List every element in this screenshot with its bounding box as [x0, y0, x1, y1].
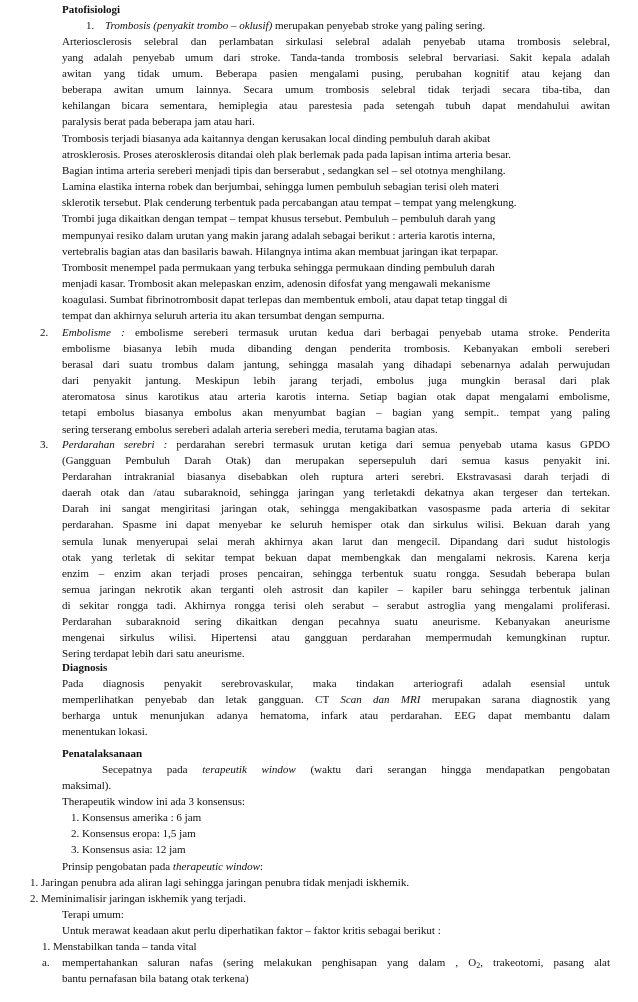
text-line: Arteriosclerosis selebral dan perlambatan sirkulasi selebral adalah penyebab utama trombosis selebral,	[62, 36, 610, 48]
text-line: otak yang terletak di sekitar tempat bekuan dapat membengkak dan mengalami nekrosis. Karena kerja	[62, 551, 610, 564]
text-line	[62, 437, 610, 453]
text-line: tempat dan akhirnya seluruh arteria itu akan tersumbat dengan sempurna.	[62, 310, 385, 323]
text-line: mengenai sirkulus wilisi. Hipertensi atau gangguan perdarahan mempermudah kemungkinan ruptur.	[62, 632, 610, 645]
list-item: 1. Menstabilkan tanda – tanda vital	[42, 941, 197, 953]
text-line: mempunyai resiko dalam urutan yang makin jarang adalah sebagai berikut : arteria karotis interna,	[62, 229, 496, 242]
paragraph-trombosis-overview	[62, 34, 610, 131]
text-part: mempertahankan saluran nafas (sering melakukan penghisapan yang dalam , O	[62, 957, 477, 969]
text-part: Prinsip pengobatan pada	[62, 861, 173, 873]
text-line: menjadi kasar. Trombosit akan melepaskan enzim, adenosin difosfat yang mengawali mekanisme	[62, 277, 491, 290]
item-letter: a.	[42, 957, 50, 969]
text-line: Trombosit menempel pada permukaan yang terbuka sehingga permukaan dinding pembuluh darah	[62, 261, 495, 274]
item-title: Trombosis (penyakit trombo – oklusif)	[105, 20, 273, 32]
cause-item-number-perdarahan	[40, 437, 48, 453]
text-line: Lamina elastika interna robek dan berjumbai, sehingga lumen pembuluh sebagian terisi oleh materi	[62, 181, 500, 194]
text-line: beberapa awitan umum lainnya. Secara umum trombosis selebral tidak terjadi secara tiba-tiba, dan	[62, 84, 610, 97]
paragraph-penatalaksanaan	[62, 762, 610, 810]
text-line: Terapi umum:	[62, 909, 124, 921]
text-line: sklerotik tersebut. Plak cenderung terbentuk pada percabangan atau tempat – tempat yang melengkung.	[62, 197, 517, 210]
text-line: semua jaringan nekrotik akan terganti oleh astrosit dan kapiler – kapiler baru sehingga terbentuk jalinan	[62, 583, 610, 596]
item-title: Perdarahan serebri :	[62, 439, 168, 451]
prinsip-list	[30, 875, 409, 907]
list-letter-a	[42, 955, 50, 971]
text-line: atrosklerosis. Proses aterosklerosis ditandai oleh plak berlemak pada pada lapisan intima arteria besar.	[62, 149, 512, 162]
text-line: awitan yang tidak umum. Beberapa pasien mengalami pusing, perubahan kognitif atau kejang dan	[62, 68, 610, 81]
text-line: kehilangan bicara sementara, hemiplegia atau parestesia pada setengah tubuh dapat mendahului awitan	[62, 100, 610, 113]
text-line: Bagian intima arteria sereberi menjadi tipis dan berserabut , sedangkan sel – sel ototnya menghilang.	[62, 165, 506, 178]
text-line: vertebralis bagian atas dan basilaris bawah. Hilangnya intima akan membuat jaringan ikat terpapar.	[62, 245, 499, 258]
list-item: 2. Meminimalisir jaringan iskhemik yang terjadi.	[30, 893, 246, 906]
item-number: 3.	[40, 439, 49, 451]
item-text: merupakan penyebab stroke yang paling sering.	[272, 20, 486, 32]
paragraph-trombosis-mechanism	[62, 131, 610, 324]
text-part: Secepatnya pada	[102, 764, 203, 776]
text-part: , trakeotomi, pasang alat	[480, 957, 611, 969]
text-part: :	[259, 861, 264, 873]
item-number: 2.	[40, 327, 49, 339]
text-line: semula lunak menyerupai selai merah akhirnya akan larut dan mengecil. Dipandang dari sudut histologis	[62, 535, 610, 548]
cause-item-trombosis	[86, 18, 485, 34]
item-title: Embolisme :	[62, 327, 125, 339]
item-text: perdarahan serebri termasuk urutan ketiga dari semua penyebab utama kasus GPDO	[167, 439, 610, 451]
cause-item-number-embolisme	[40, 325, 48, 341]
list-item: 1. Konsensus amerika : 6 jam	[71, 812, 202, 824]
text-line: enzim – enzim akan terjadi proses pencairan, sehingga terbentuk suatu rongga. Sesudah beberapa bulan	[62, 567, 610, 580]
text-line: Therapeutik window ini ada 3 konsensus:	[62, 796, 245, 809]
text-line: ateromatosa sinus karotikus atau arteria karotis interna. Setiap bagian otak dapat mengalami embolisme,	[62, 391, 610, 404]
text-line: sering terserang embolus sereberi adalah arteria sereberi media, terutama bagian atas.	[62, 423, 438, 436]
terapi-umum-block	[62, 907, 441, 939]
text-line: Sering terdapat lebih dari satu aneurisme.	[62, 648, 245, 661]
list-item: 2. Konsensus eropa: 1,5 jam	[71, 828, 196, 841]
list-item: 1. Jaringan penubra ada aliran lagi sehingga jaringan penubra tidak menjadi iskhemik.	[30, 877, 410, 889]
text-line: Perdarahan intrakranial biasanya disebabkan oleh ruptura arteri serebri. Ekstravasasi darah terjadi di	[62, 471, 610, 484]
text-line: Pada diagnosis penyakit serebrovaskular, maka tindakan arteriografi adalah esensial untuk	[62, 678, 610, 690]
text-line: dari penyakit jantung. Meskipun lebih jarang terjadi, embolus juga mungkin berasal dari plak	[62, 375, 610, 388]
section-heading-penatalaksanaan: Penatalaksanaan	[62, 748, 143, 760]
text-line: yang adalah penyebab umum dari stroke. Tanda-tanda trombosis selebral bervariasi. Sakit kepala adalah	[62, 52, 610, 65]
text-line: Trombi juga dikaitkan dengan tempat – tempat khusus tersebut. Pembuluh – pembuluh darah yang	[62, 213, 496, 226]
text-line: berasal dari suatu trombus dalam jantung, sehingga masalah yang dihadapi sebenarnya adalah perwujudan	[62, 359, 610, 372]
text-line: koagulasi. Sumbat fibrinotrombosit dapat terlepas dan membentuk emboli, atau dapat tetap tinggal di	[62, 293, 508, 306]
item-number: 1.	[86, 20, 95, 32]
konsensus-list	[71, 810, 201, 858]
cause-item-embolisme	[62, 325, 610, 438]
subscript: 2	[476, 961, 481, 970]
text-part: memperlihatkan penyebab dan letak gangguan. CT	[62, 694, 341, 707]
text-line: Untuk merawat keadaan akut perlu diperhatikan faktor – faktor kritis sebagai berikut :	[62, 925, 441, 938]
item-text: embolisme sereberi termasuk urutan kedua dari berbagai penyebab utama stroke. Penderita	[124, 327, 611, 339]
text-line: Darah ini sangat mengiritasi jaringan otak, sehingga mengakibatkan vasospasme pada arteria di sekitar	[62, 503, 610, 516]
text-line: Perdarahan subaraknoid sering dikaitkan dengan pecahnya suatu aneurisme. Kebanyakan aneurisme	[62, 616, 610, 629]
text-italic: terapeutik window	[202, 764, 296, 776]
text-line: embolisme biasanya lebih muda dibanding dengan penderita trombosis. Kebanyakan emboli sereberi	[62, 343, 610, 356]
text-line: berharga untuk menunjukan adanya hematoma, infark atau perdarahan. EEG dapat membantu dalam	[62, 710, 610, 723]
text-italic: Scan dan MRI	[340, 694, 421, 707]
text-line: menentukan lokasi.	[62, 726, 148, 739]
prinsip-pengobatan-line	[62, 859, 263, 875]
paragraph-diagnosis	[62, 676, 610, 740]
text-line: tetapi embolus biasanya embolus akan menyumbat bagian – bagian yang sempit.. tempat yang paling	[62, 407, 610, 420]
text-line: (Gangguan Pembuluh Darah Otak) dan merupakan sepersepuluh dari semua kasus penyakit ini.	[62, 455, 610, 468]
text-line: di sekitar rongga tadi. Akhirnya rongga terisi oleh serabut – serabut astroglia yang mengalami proliferasi.	[62, 599, 610, 612]
text-italic: therapeutic window	[172, 861, 260, 873]
list-item-saluran-nafas	[62, 955, 610, 987]
list-item-menstabilkan	[42, 939, 197, 955]
text-part: merupakan sarana diagnostik yang	[420, 694, 610, 707]
section-heading-patofisiologi: Patofisiologi	[62, 4, 121, 16]
section-heading-diagnosis: Diagnosis	[62, 662, 108, 674]
text-line	[62, 955, 610, 971]
text-part: (waktu dari serangan hingga mendapatkan pengobatan	[295, 764, 610, 776]
text-line: perdarahan. Spasme ini dapat menyebar ke seluruh hemisper otak dan sirkulus wilisi. Bekuan darah yang	[62, 519, 610, 532]
text-line	[62, 692, 610, 708]
list-item: 3. Konsensus asia: 12 jam	[71, 844, 186, 857]
text-line: daerah otak dan /atau subaraknoid, sehingga jaringan yang terletakdi dekatnya akan tergeser dan tertekan.	[62, 487, 610, 500]
cause-item-perdarahan	[62, 437, 610, 662]
text-line	[62, 762, 610, 778]
text-line: maksimal).	[62, 780, 112, 793]
text-line: paralysis berat pada beberapa jam atau hari.	[62, 116, 255, 129]
text-line: Trombosis terjadi biasanya ada kaitannya dengan kerusakan local dinding pembuluh darah akibat	[62, 133, 491, 145]
text-line	[62, 325, 610, 341]
text-line: bantu pernafasan bila batang otak terkena)	[62, 973, 249, 986]
